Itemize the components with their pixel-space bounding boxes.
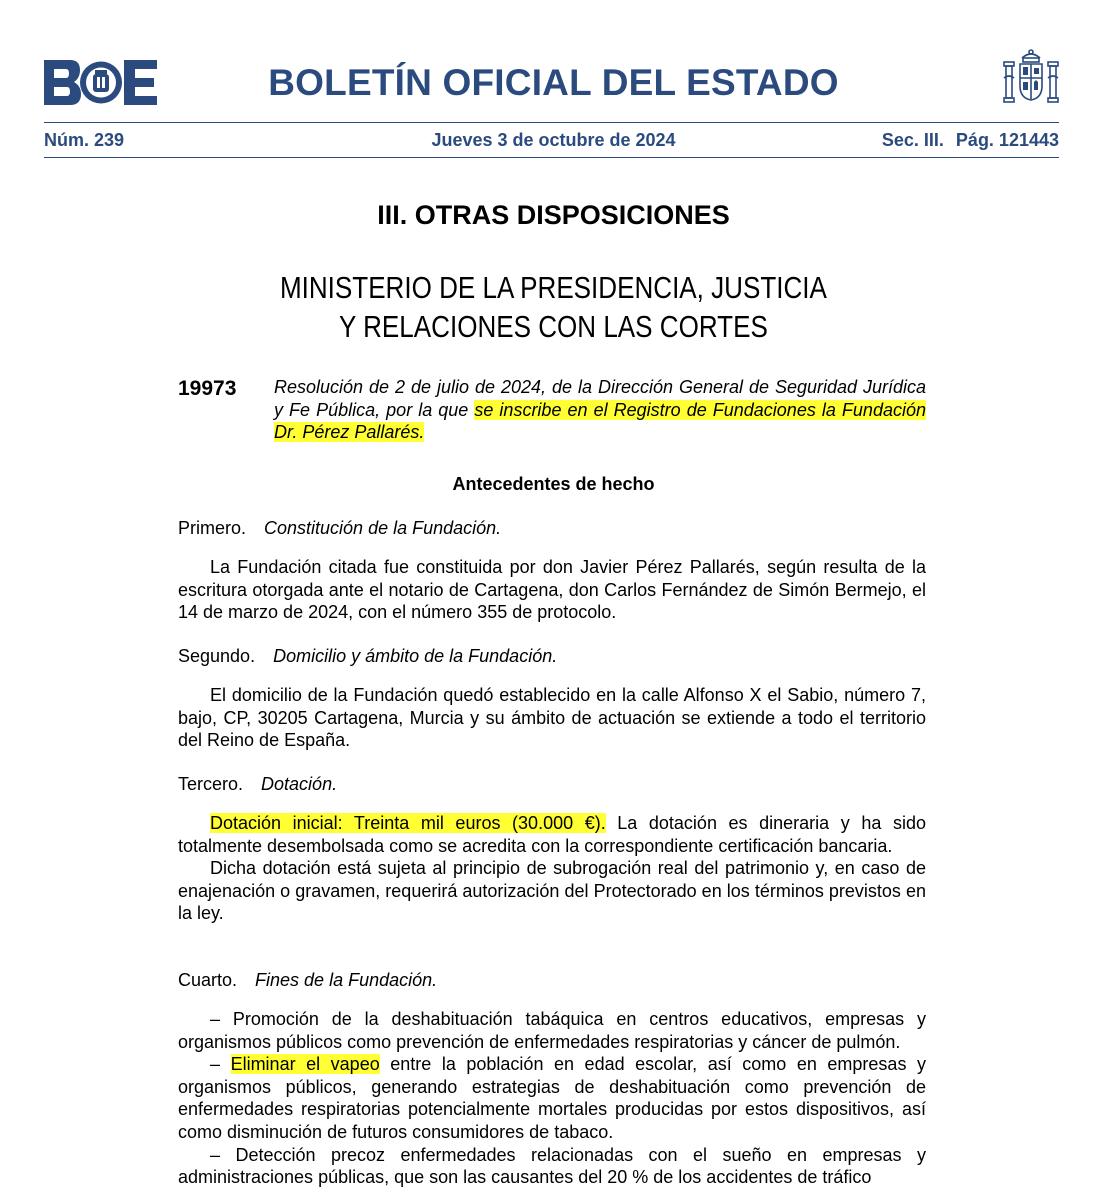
primero-body [178,556,926,624]
list-item: – Promoción de la deshabituación tabáquica en centros educativos, empresas y organismos públicos como prevención de enfermedades respiratorias y cáncer de pulmón. [178,1009,926,1052]
paragraph: Dicha dotación está sujeta al principio de subrogación real del patrimonio y, en caso de enajenación o gravamen, requerirá autorización del Protectorado en los términos previstos en la ley. [178,858,926,924]
list-dash: – [210,1054,231,1075]
list-item [178,1053,926,1143]
paragraph: La Fundación citada fue constituida por don Javier Pérez Pallarés, según resulta de la escritura otorgada ante el notario de Cartagena, don Carlos Fernández de Simón Bermejo, el 14 de marzo de 2024, con el número 355 de protocolo. [178,557,926,623]
ministry-heading [88,268,1018,346]
article-label: Tercero. [178,774,244,794]
highlighted-text: se inscribe en el Registro de Fundaciones la Fundación Dr. Pérez Pallarés. [274,399,926,442]
bulletin-title: BOLETÍN OFICIAL DEL ESTADO [268,62,839,103]
issue-date: Jueves 3 de octubre de 2024 [431,130,676,150]
article-title: Domicilio y ámbito de la Fundación. [273,646,558,666]
disposition-number: 19973 [178,377,237,400]
article-title: Dotación. [261,774,338,794]
article-label: Segundo. [178,646,256,666]
paragraph [178,812,926,857]
cuarto-body [178,1008,926,1189]
disposition-title [274,376,926,444]
cuarto-label [178,970,437,991]
page-number: Pág. 121443 [955,130,1059,150]
tercero-body [178,812,926,925]
list-item: – Detección precoz enfermedades relacionadas con el sueño en empresas y administraciones públicas, que son las causantes del 20 % de los accidentes de tráfico [178,1144,926,1188]
masthead-rule-top [44,122,1059,123]
disposition-title-text: Resolución de 2 de julio de 2024, de la Dirección General de Seguridad Jurídica y Fe Pública, por la que [274,377,926,420]
section-heading: III. OTRAS DISPOSICIONES [377,200,730,230]
paragraph: El domicilio de la Fundación quedó establecido en la calle Alfonso X el Sabio, número 7, bajo, CP, 30205 Cartagena, Murcia y su ámbito de actuación se extiende a todo el territorio del Reino de España. [178,685,926,751]
masthead-rule-bottom [44,157,1059,158]
section-page [882,130,1059,151]
article-title: Constitución de la Fundación. [264,518,502,538]
article-title: Fines de la Fundación. [255,970,438,990]
article-label: Primero. [178,518,247,538]
segundo-label [178,646,557,667]
list-item-text: entre la población en edad escolar, así como en empresas y organismos públicos, generando estrategias de deshabituación como prevención de enfermedades respiratorias potencialmente mortales producidas por estos dispositivos, así como disminución de futuros consumidores de tabaco. [178,1054,926,1142]
highlighted-text: Dotación inicial: Treinta mil euros (30.000 €). [210,813,606,833]
issue-number: Núm. 239 [44,130,125,150]
segundo-body [178,684,926,752]
antecedentes-heading: Antecedentes de hecho [452,474,655,494]
tercero-label [178,774,337,795]
paragraph-text: La dotación es dineraria y ha sido totalmente desembolsada como se acredita con la correspondiente certificación bancaria. [178,813,926,856]
primero-label [178,518,501,539]
coat-of-arms-icon [1002,48,1060,110]
article-label: Cuarto. [178,970,238,990]
highlighted-text: Eliminar el vapeo [230,1054,380,1075]
section-label: Sec. III. [881,130,944,150]
ministry-line-2: Y RELACIONES CON LAS CORTES [338,309,768,344]
ministry-line-1: MINISTERIO DE LA PRESIDENCIA, JUSTICIA [279,270,827,305]
